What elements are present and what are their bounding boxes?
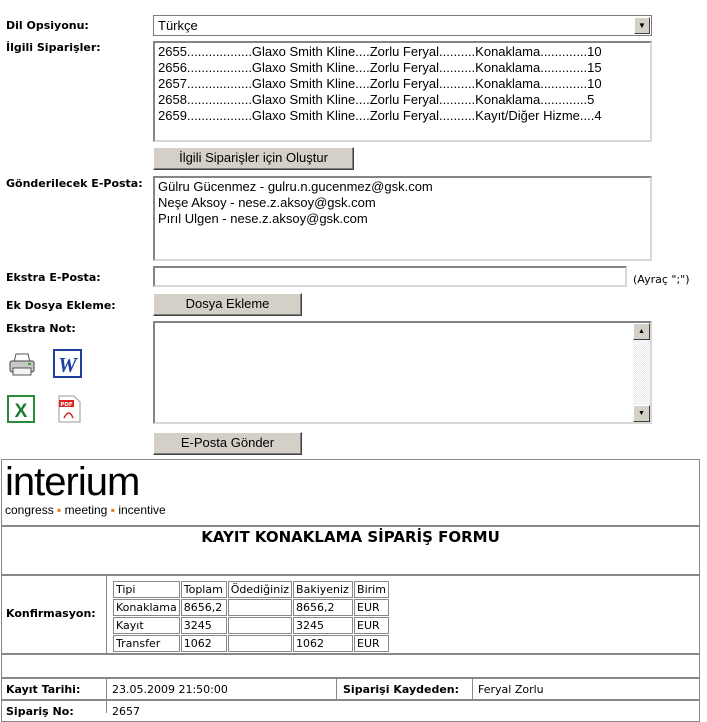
excel-icon[interactable] <box>7 395 37 425</box>
table-cell: 1062 <box>293 635 353 652</box>
date-value: 23.05.2009 21:50:00 <box>112 683 228 696</box>
list-item[interactable]: 2655..................Glaxo Smith Kline....Zorlu Feryal..........Konaklama.............10 <box>158 44 602 59</box>
list-item: Neşe Aksoy - nese.z.aksoy@gsk.com <box>158 195 376 210</box>
order-no-value: 2657 <box>112 705 140 718</box>
attach-label: Ek Dosya Ekleme: <box>6 299 116 312</box>
table-cell: 8656,2 <box>181 599 227 616</box>
list-item[interactable]: 2659..................Glaxo Smith Kline....Zorlu Feryal..........Kayıt/Diğer Hizme....4 <box>158 108 602 123</box>
table-header: Ödediğiniz <box>228 581 292 598</box>
confirmation-label: Konfirmasyon: <box>6 607 96 620</box>
list-item: Gülru Gücenmez - gulru.n.gucenmez@gsk.com <box>158 179 433 194</box>
table-cell: Konaklama <box>113 599 180 616</box>
list-item[interactable]: 2657..................Glaxo Smith Kline....Zorlu Feryal..........Konaklama.............10 <box>158 76 602 91</box>
extra-email-input[interactable] <box>153 266 627 287</box>
table-cell: 1062 <box>181 635 227 652</box>
table-cell: 8656,2 <box>293 599 353 616</box>
table-cell <box>228 617 292 634</box>
date-label: Kayıt Tarihi: <box>6 683 81 696</box>
table-header: Toplam <box>181 581 227 598</box>
email-label: Gönderilecek E-Posta: <box>6 177 143 190</box>
note-label: Ekstra Not: <box>6 322 76 335</box>
confirmation-table <box>112 580 390 653</box>
svg-text:X: X <box>14 401 28 422</box>
table-cell: Kayıt <box>113 617 180 634</box>
recorder-label: Siparişi Kaydeden: <box>343 683 460 696</box>
attach-file-button[interactable]: Dosya Ekleme <box>153 293 302 316</box>
table-cell <box>228 599 292 616</box>
language-label: Dil Opsiyonu: <box>6 19 89 32</box>
table-cell <box>228 635 292 652</box>
table-header: Bakiyeniz <box>293 581 353 598</box>
order-no-label: Sipariş No: <box>6 705 74 718</box>
table-cell: EUR <box>354 635 389 652</box>
recorder-value: Feryal Zorlu <box>478 683 544 696</box>
table-cell: EUR <box>354 599 389 616</box>
logo-tagline: congress ▪ meeting ▪ incentive <box>5 503 166 517</box>
interium-logo <box>5 462 166 516</box>
table-row <box>113 617 389 634</box>
table-header: Tipi <box>113 581 180 598</box>
note-textarea[interactable] <box>153 321 652 424</box>
separator-hint: (Ayraç ";") <box>633 273 690 286</box>
scroll-up-icon[interactable]: ▲ <box>633 323 650 340</box>
language-select[interactable] <box>153 15 652 36</box>
orders-label: İlgili Siparişler: <box>6 41 101 54</box>
list-item[interactable]: 2656..................Glaxo Smith Kline....Zorlu Feryal..........Konaklama.............15 <box>158 60 602 75</box>
table-cell: 3245 <box>181 617 227 634</box>
report-spacer-frame <box>1 654 700 678</box>
word-icon[interactable] <box>53 349 83 379</box>
table-cell: EUR <box>354 617 389 634</box>
email-recipients-box[interactable] <box>153 176 652 261</box>
language-select-value: Türkçe <box>158 18 198 33</box>
table-cell: Transfer <box>113 635 180 652</box>
orders-listbox[interactable] <box>153 41 652 142</box>
chevron-down-icon[interactable]: ▼ <box>634 17 650 34</box>
logo-text: interium <box>5 460 140 504</box>
table-row <box>113 635 389 652</box>
extra-email-label: Ekstra E-Posta: <box>6 271 101 284</box>
pdf-icon[interactable] <box>55 394 85 424</box>
printer-icon[interactable] <box>8 350 38 380</box>
table-header: Birim <box>354 581 389 598</box>
svg-text:PDF: PDF <box>60 402 73 408</box>
svg-text:W: W <box>58 353 77 377</box>
note-scrollbar[interactable] <box>633 323 650 422</box>
scroll-down-icon[interactable]: ▼ <box>633 405 650 422</box>
list-item[interactable]: 2658..................Glaxo Smith Kline....Zorlu Feryal..........Konaklama.............5 <box>158 92 595 107</box>
list-item: Pırıl Ulgen - nese.z.aksoy@gsk.com <box>158 211 368 226</box>
table-cell: 3245 <box>293 617 353 634</box>
table-row <box>113 599 389 616</box>
form-title: KAYIT KONAKLAMA SİPARİŞ FORMU <box>201 528 500 546</box>
table-header-row <box>113 581 389 598</box>
create-orders-button[interactable]: İlgili Siparişler için Oluştur <box>153 147 354 170</box>
send-email-button[interactable]: E-Posta Gönder <box>153 432 302 455</box>
